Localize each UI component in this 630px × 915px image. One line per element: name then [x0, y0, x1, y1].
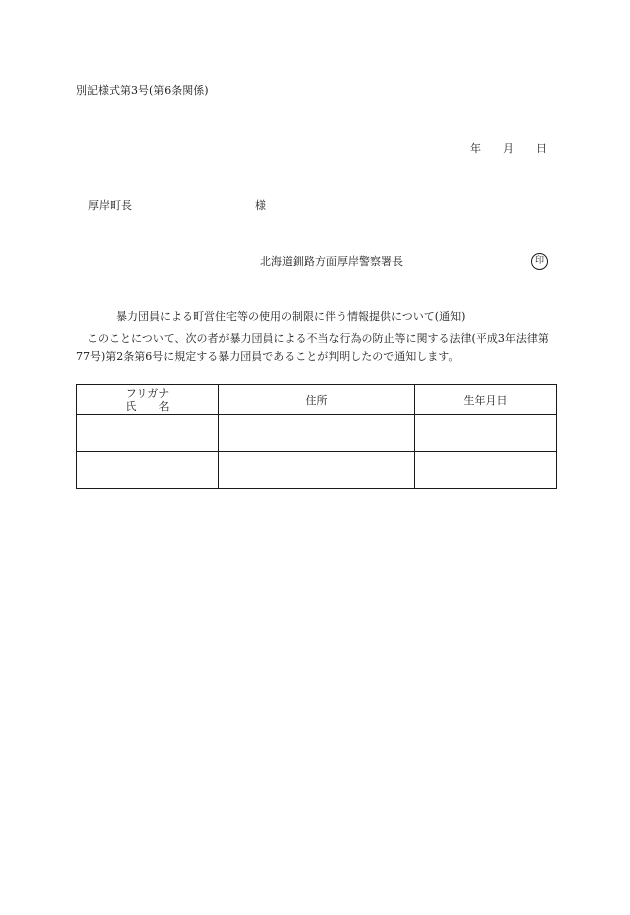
name-header-label: 氏 名: [125, 399, 170, 413]
date-year-label: 年: [470, 142, 481, 155]
sender: 北海道釧路方面厚岸警察署長: [260, 255, 403, 268]
table-header-row: [77, 385, 557, 415]
birthdate-cell: [415, 452, 557, 489]
birthdate-header: 生年月日: [415, 385, 557, 415]
address-header: 住所: [219, 385, 415, 415]
honorific: 様: [255, 199, 266, 212]
name-cell: [77, 452, 219, 489]
birthdate-cell: [415, 415, 557, 452]
notice-subject: 暴力団員による町営住宅等の使用の制限に伴う情報提供について(通知): [116, 310, 466, 323]
date-day-label: 日: [536, 142, 547, 155]
name-header: [77, 385, 219, 415]
table-row: [77, 415, 557, 452]
name-cell: [77, 415, 219, 452]
table-row: [77, 452, 557, 489]
address-cell: [219, 415, 415, 452]
notice-body: このことについて、次の者が暴力団員による不当な行為の防止等に関する法律(平成3年法律第77号)第2条第6号に規定する暴力団員であることが判明したので通知します。: [76, 332, 549, 363]
date-month-label: 月: [503, 142, 514, 155]
seal-mark-icon: 印: [531, 253, 548, 270]
date-line: [470, 143, 547, 154]
form-identifier: 別記様式第3号(第6条関係): [76, 84, 209, 97]
address-cell: [219, 452, 415, 489]
addressee: 厚岸町長: [88, 199, 132, 212]
furigana-header: フリガナ: [125, 386, 170, 400]
person-table: [76, 384, 557, 489]
